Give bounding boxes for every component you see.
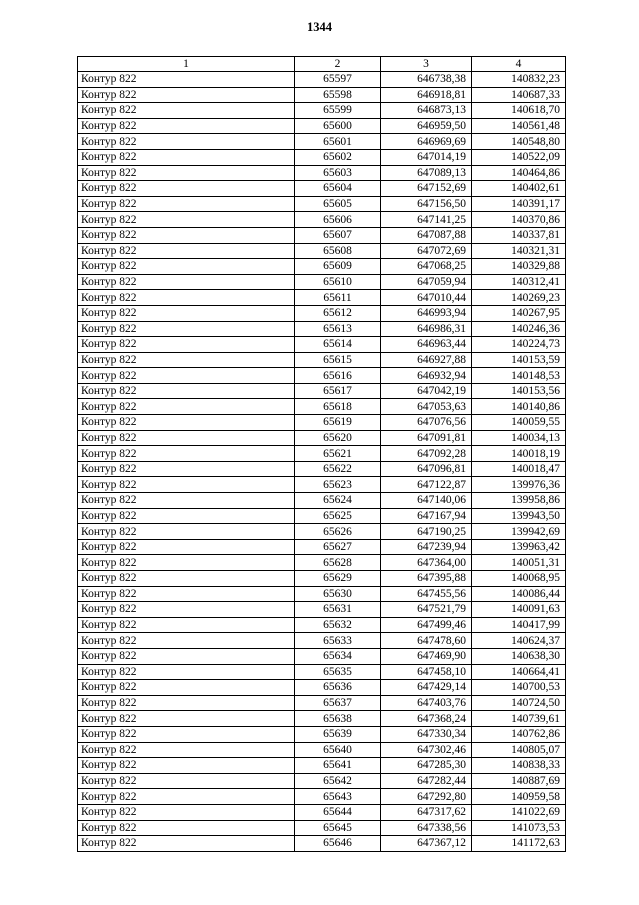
table-row: [78, 103, 566, 119]
contour-name-cell: Контур 822: [78, 571, 295, 587]
x-coordinate-cell: 646969,69: [381, 134, 472, 150]
table-row: [78, 461, 566, 477]
y-coordinate-cell: 140638,30: [472, 648, 566, 664]
table-row: [78, 726, 566, 742]
contour-name-cell: Контур 822: [78, 305, 295, 321]
contour-name-cell: Контур 822: [78, 430, 295, 446]
point-number-cell: 65634: [295, 648, 381, 664]
y-coordinate-cell: 140838,33: [472, 758, 566, 774]
table-row: [78, 571, 566, 587]
point-number-cell: 65640: [295, 742, 381, 758]
contour-name-cell: Контур 822: [78, 337, 295, 353]
x-coordinate-cell: 647521,79: [381, 602, 472, 618]
contour-name-cell: Контур 822: [78, 134, 295, 150]
table-row: [78, 196, 566, 212]
contour-name-cell: Контур 822: [78, 259, 295, 275]
x-coordinate-cell: 647367,12: [381, 836, 472, 852]
y-coordinate-cell: 140051,31: [472, 555, 566, 571]
table-row: [78, 555, 566, 571]
point-number-cell: 65630: [295, 586, 381, 602]
point-number-cell: 65608: [295, 243, 381, 259]
x-coordinate-cell: 646986,31: [381, 321, 472, 337]
contour-name-cell: Контур 822: [78, 87, 295, 103]
y-coordinate-cell: 140246,36: [472, 321, 566, 337]
y-coordinate-cell: 140034,13: [472, 430, 566, 446]
point-number-cell: 65631: [295, 602, 381, 618]
table-row: [78, 477, 566, 493]
y-coordinate-cell: 140224,73: [472, 337, 566, 353]
contour-name-cell: Контур 822: [78, 664, 295, 680]
y-coordinate-cell: 140402,61: [472, 181, 566, 197]
y-coordinate-cell: 139963,42: [472, 539, 566, 555]
table-row: [78, 539, 566, 555]
contour-name-cell: Контур 822: [78, 617, 295, 633]
x-coordinate-cell: 647072,69: [381, 243, 472, 259]
x-coordinate-cell: 647292,80: [381, 789, 472, 805]
x-coordinate-cell: 647499,46: [381, 617, 472, 633]
table-header-row: [78, 57, 566, 72]
x-coordinate-cell: 646738,38: [381, 72, 472, 88]
table-row: [78, 602, 566, 618]
y-coordinate-cell: 140739,61: [472, 711, 566, 727]
contour-name-cell: Контур 822: [78, 524, 295, 540]
point-number-cell: 65606: [295, 212, 381, 228]
point-number-cell: 65625: [295, 508, 381, 524]
x-coordinate-cell: 647152,69: [381, 181, 472, 197]
x-coordinate-cell: 647469,90: [381, 648, 472, 664]
column-header-3: 3: [381, 57, 472, 72]
table-row: [78, 134, 566, 150]
table-row: [78, 586, 566, 602]
contour-name-cell: Контур 822: [78, 321, 295, 337]
table-row: [78, 430, 566, 446]
contour-name-cell: Контур 822: [78, 149, 295, 165]
table-row: [78, 305, 566, 321]
x-coordinate-cell: 647429,14: [381, 680, 472, 696]
contour-name-cell: Контур 822: [78, 789, 295, 805]
table-row: [78, 836, 566, 852]
table-row: [78, 399, 566, 415]
point-number-cell: 65618: [295, 399, 381, 415]
contour-name-cell: Контур 822: [78, 726, 295, 742]
y-coordinate-cell: 140059,55: [472, 415, 566, 431]
contour-name-cell: Контур 822: [78, 773, 295, 789]
point-number-cell: 65616: [295, 368, 381, 384]
y-coordinate-cell: 140832,23: [472, 72, 566, 88]
point-number-cell: 65609: [295, 259, 381, 275]
contour-name-cell: Контур 822: [78, 711, 295, 727]
contour-name-cell: Контур 822: [78, 539, 295, 555]
point-number-cell: 65622: [295, 461, 381, 477]
table-row: [78, 820, 566, 836]
point-number-cell: 65604: [295, 181, 381, 197]
y-coordinate-cell: 141073,53: [472, 820, 566, 836]
x-coordinate-cell: 647317,62: [381, 804, 472, 820]
table-row: [78, 648, 566, 664]
table-row: [78, 227, 566, 243]
point-number-cell: 65646: [295, 836, 381, 852]
x-coordinate-cell: 647239,94: [381, 539, 472, 555]
x-coordinate-cell: 647010,44: [381, 290, 472, 306]
point-number-cell: 65599: [295, 103, 381, 119]
table-row: [78, 695, 566, 711]
table-row: [78, 274, 566, 290]
y-coordinate-cell: 140018,19: [472, 446, 566, 462]
table-row: [78, 181, 566, 197]
point-number-cell: 65615: [295, 352, 381, 368]
contour-name-cell: Контур 822: [78, 227, 295, 243]
contour-name-cell: Контур 822: [78, 290, 295, 306]
x-coordinate-cell: 647282,44: [381, 773, 472, 789]
table-row: [78, 680, 566, 696]
x-coordinate-cell: 647167,94: [381, 508, 472, 524]
x-coordinate-cell: 647059,94: [381, 274, 472, 290]
table-row: [78, 259, 566, 275]
y-coordinate-cell: 140522,09: [472, 149, 566, 165]
point-number-cell: 65601: [295, 134, 381, 150]
table-row: [78, 383, 566, 399]
y-coordinate-cell: 140153,59: [472, 352, 566, 368]
x-coordinate-cell: 647092,28: [381, 446, 472, 462]
table-row: [78, 368, 566, 384]
point-number-cell: 65637: [295, 695, 381, 711]
point-number-cell: 65635: [295, 664, 381, 680]
y-coordinate-cell: 140091,63: [472, 602, 566, 618]
x-coordinate-cell: 647190,25: [381, 524, 472, 540]
y-coordinate-cell: 140329,88: [472, 259, 566, 275]
contour-name-cell: Контур 822: [78, 446, 295, 462]
x-coordinate-cell: 647068,25: [381, 259, 472, 275]
y-coordinate-cell: 141022,69: [472, 804, 566, 820]
y-coordinate-cell: 140153,56: [472, 383, 566, 399]
contour-name-cell: Контур 822: [78, 352, 295, 368]
table-row: [78, 72, 566, 88]
contour-name-cell: Контур 822: [78, 633, 295, 649]
table-row: [78, 243, 566, 259]
table-row: [78, 789, 566, 805]
x-coordinate-cell: 647053,63: [381, 399, 472, 415]
contour-name-cell: Контур 822: [78, 493, 295, 509]
y-coordinate-cell: 140370,86: [472, 212, 566, 228]
table-row: [78, 508, 566, 524]
contour-name-cell: Контур 822: [78, 680, 295, 696]
contour-name-cell: Контур 822: [78, 742, 295, 758]
contour-name-cell: Контур 822: [78, 758, 295, 774]
y-coordinate-cell: 140417,99: [472, 617, 566, 633]
contour-name-cell: Контур 822: [78, 243, 295, 259]
point-number-cell: 65629: [295, 571, 381, 587]
table-row: [78, 524, 566, 540]
page-number: 1344: [307, 20, 332, 34]
x-coordinate-cell: 646932,94: [381, 368, 472, 384]
x-coordinate-cell: 647338,56: [381, 820, 472, 836]
table-row: [78, 212, 566, 228]
table-row: [78, 415, 566, 431]
x-coordinate-cell: 646873,13: [381, 103, 472, 119]
contour-name-cell: Контур 822: [78, 804, 295, 820]
point-number-cell: 65614: [295, 337, 381, 353]
table-row: [78, 711, 566, 727]
y-coordinate-cell: 140269,23: [472, 290, 566, 306]
contour-name-cell: Контур 822: [78, 648, 295, 664]
table-row: [78, 321, 566, 337]
point-number-cell: 65642: [295, 773, 381, 789]
point-number-cell: 65617: [295, 383, 381, 399]
x-coordinate-cell: 647141,25: [381, 212, 472, 228]
x-coordinate-cell: 647403,76: [381, 695, 472, 711]
table-row: [78, 118, 566, 134]
table-row: [78, 352, 566, 368]
column-header-2: 2: [295, 57, 381, 72]
y-coordinate-cell: 139976,36: [472, 477, 566, 493]
y-coordinate-cell: 140337,81: [472, 227, 566, 243]
x-coordinate-cell: 647076,56: [381, 415, 472, 431]
contour-name-cell: Контур 822: [78, 103, 295, 119]
contour-name-cell: Контур 822: [78, 165, 295, 181]
y-coordinate-cell: 140018,47: [472, 461, 566, 477]
x-coordinate-cell: 647368,24: [381, 711, 472, 727]
point-number-cell: 65638: [295, 711, 381, 727]
contour-name-cell: Контур 822: [78, 196, 295, 212]
point-number-cell: 65600: [295, 118, 381, 134]
table-row: [78, 290, 566, 306]
table-row: [78, 165, 566, 181]
point-number-cell: 65605: [295, 196, 381, 212]
point-number-cell: 65607: [295, 227, 381, 243]
contour-name-cell: Контур 822: [78, 72, 295, 88]
y-coordinate-cell: 140068,95: [472, 571, 566, 587]
point-number-cell: 65641: [295, 758, 381, 774]
x-coordinate-cell: 646993,94: [381, 305, 472, 321]
contour-name-cell: Контур 822: [78, 368, 295, 384]
contour-name-cell: Контур 822: [78, 836, 295, 852]
y-coordinate-cell: 140805,07: [472, 742, 566, 758]
contour-name-cell: Контур 822: [78, 118, 295, 134]
x-coordinate-cell: 647302,46: [381, 742, 472, 758]
x-coordinate-cell: 647140,06: [381, 493, 472, 509]
column-header-1: 1: [78, 57, 295, 72]
point-number-cell: 65611: [295, 290, 381, 306]
contour-name-cell: Контур 822: [78, 461, 295, 477]
point-number-cell: 65644: [295, 804, 381, 820]
x-coordinate-cell: 647455,56: [381, 586, 472, 602]
y-coordinate-cell: 140561,48: [472, 118, 566, 134]
y-coordinate-cell: 140700,53: [472, 680, 566, 696]
table-row: [78, 758, 566, 774]
x-coordinate-cell: 647014,19: [381, 149, 472, 165]
point-number-cell: 65639: [295, 726, 381, 742]
x-coordinate-cell: 647042,19: [381, 383, 472, 399]
y-coordinate-cell: 140391,17: [472, 196, 566, 212]
contour-name-cell: Контур 822: [78, 555, 295, 571]
table-row: [78, 804, 566, 820]
y-coordinate-cell: 140959,58: [472, 789, 566, 805]
point-number-cell: 65626: [295, 524, 381, 540]
y-coordinate-cell: 140312,41: [472, 274, 566, 290]
point-number-cell: 65620: [295, 430, 381, 446]
contour-name-cell: Контур 822: [78, 399, 295, 415]
x-coordinate-cell: 647458,10: [381, 664, 472, 680]
point-number-cell: 65623: [295, 477, 381, 493]
x-coordinate-cell: 646927,88: [381, 352, 472, 368]
point-number-cell: 65643: [295, 789, 381, 805]
y-coordinate-cell: 140624,37: [472, 633, 566, 649]
point-number-cell: 65613: [295, 321, 381, 337]
y-coordinate-cell: 140086,44: [472, 586, 566, 602]
x-coordinate-cell: 647122,87: [381, 477, 472, 493]
x-coordinate-cell: 647089,13: [381, 165, 472, 181]
contour-name-cell: Контур 822: [78, 477, 295, 493]
x-coordinate-cell: 647395,88: [381, 571, 472, 587]
table-row: [78, 446, 566, 462]
y-coordinate-cell: 140687,33: [472, 87, 566, 103]
column-header-4: 4: [472, 57, 566, 72]
table-row: [78, 664, 566, 680]
point-number-cell: 65619: [295, 415, 381, 431]
contour-name-cell: Контур 822: [78, 586, 295, 602]
point-number-cell: 65628: [295, 555, 381, 571]
x-coordinate-cell: 647285,30: [381, 758, 472, 774]
x-coordinate-cell: 647478,60: [381, 633, 472, 649]
y-coordinate-cell: 140664,41: [472, 664, 566, 680]
x-coordinate-cell: 647330,34: [381, 726, 472, 742]
point-number-cell: 65610: [295, 274, 381, 290]
x-coordinate-cell: 647087,88: [381, 227, 472, 243]
x-coordinate-cell: 646963,44: [381, 337, 472, 353]
y-coordinate-cell: 140140,86: [472, 399, 566, 415]
x-coordinate-cell: 647364,00: [381, 555, 472, 571]
contour-name-cell: Контур 822: [78, 212, 295, 228]
contour-name-cell: Контур 822: [78, 274, 295, 290]
contour-name-cell: Контур 822: [78, 383, 295, 399]
point-number-cell: 65633: [295, 633, 381, 649]
contour-name-cell: Контур 822: [78, 695, 295, 711]
y-coordinate-cell: 139942,69: [472, 524, 566, 540]
table-row: [78, 87, 566, 103]
contour-name-cell: Контур 822: [78, 602, 295, 618]
table-row: [78, 742, 566, 758]
point-number-cell: 65636: [295, 680, 381, 696]
point-number-cell: 65602: [295, 149, 381, 165]
y-coordinate-cell: 140321,31: [472, 243, 566, 259]
y-coordinate-cell: 140887,69: [472, 773, 566, 789]
contour-name-cell: Контур 822: [78, 415, 295, 431]
y-coordinate-cell: 141172,63: [472, 836, 566, 852]
y-coordinate-cell: 140464,86: [472, 165, 566, 181]
point-number-cell: 65598: [295, 87, 381, 103]
table-body: [78, 72, 566, 852]
y-coordinate-cell: 140618,70: [472, 103, 566, 119]
point-number-cell: 65632: [295, 617, 381, 633]
table-row: [78, 149, 566, 165]
x-coordinate-cell: 647096,81: [381, 461, 472, 477]
x-coordinate-cell: 646959,50: [381, 118, 472, 134]
table-row: [78, 337, 566, 353]
contour-name-cell: Контур 822: [78, 820, 295, 836]
point-number-cell: 65645: [295, 820, 381, 836]
y-coordinate-cell: 140148,53: [472, 368, 566, 384]
x-coordinate-cell: 647156,50: [381, 196, 472, 212]
point-number-cell: 65624: [295, 493, 381, 509]
x-coordinate-cell: 647091,81: [381, 430, 472, 446]
table-row: [78, 633, 566, 649]
y-coordinate-cell: 140762,86: [472, 726, 566, 742]
coordinates-table: [77, 56, 566, 852]
y-coordinate-cell: 139958,86: [472, 493, 566, 509]
contour-name-cell: Контур 822: [78, 508, 295, 524]
y-coordinate-cell: 139943,50: [472, 508, 566, 524]
table-row: [78, 773, 566, 789]
point-number-cell: 65597: [295, 72, 381, 88]
table-row: [78, 493, 566, 509]
point-number-cell: 65621: [295, 446, 381, 462]
table-row: [78, 617, 566, 633]
point-number-cell: 65603: [295, 165, 381, 181]
point-number-cell: 65612: [295, 305, 381, 321]
contour-name-cell: Контур 822: [78, 181, 295, 197]
point-number-cell: 65627: [295, 539, 381, 555]
x-coordinate-cell: 646918,81: [381, 87, 472, 103]
y-coordinate-cell: 140724,50: [472, 695, 566, 711]
y-coordinate-cell: 140267,95: [472, 305, 566, 321]
y-coordinate-cell: 140548,80: [472, 134, 566, 150]
